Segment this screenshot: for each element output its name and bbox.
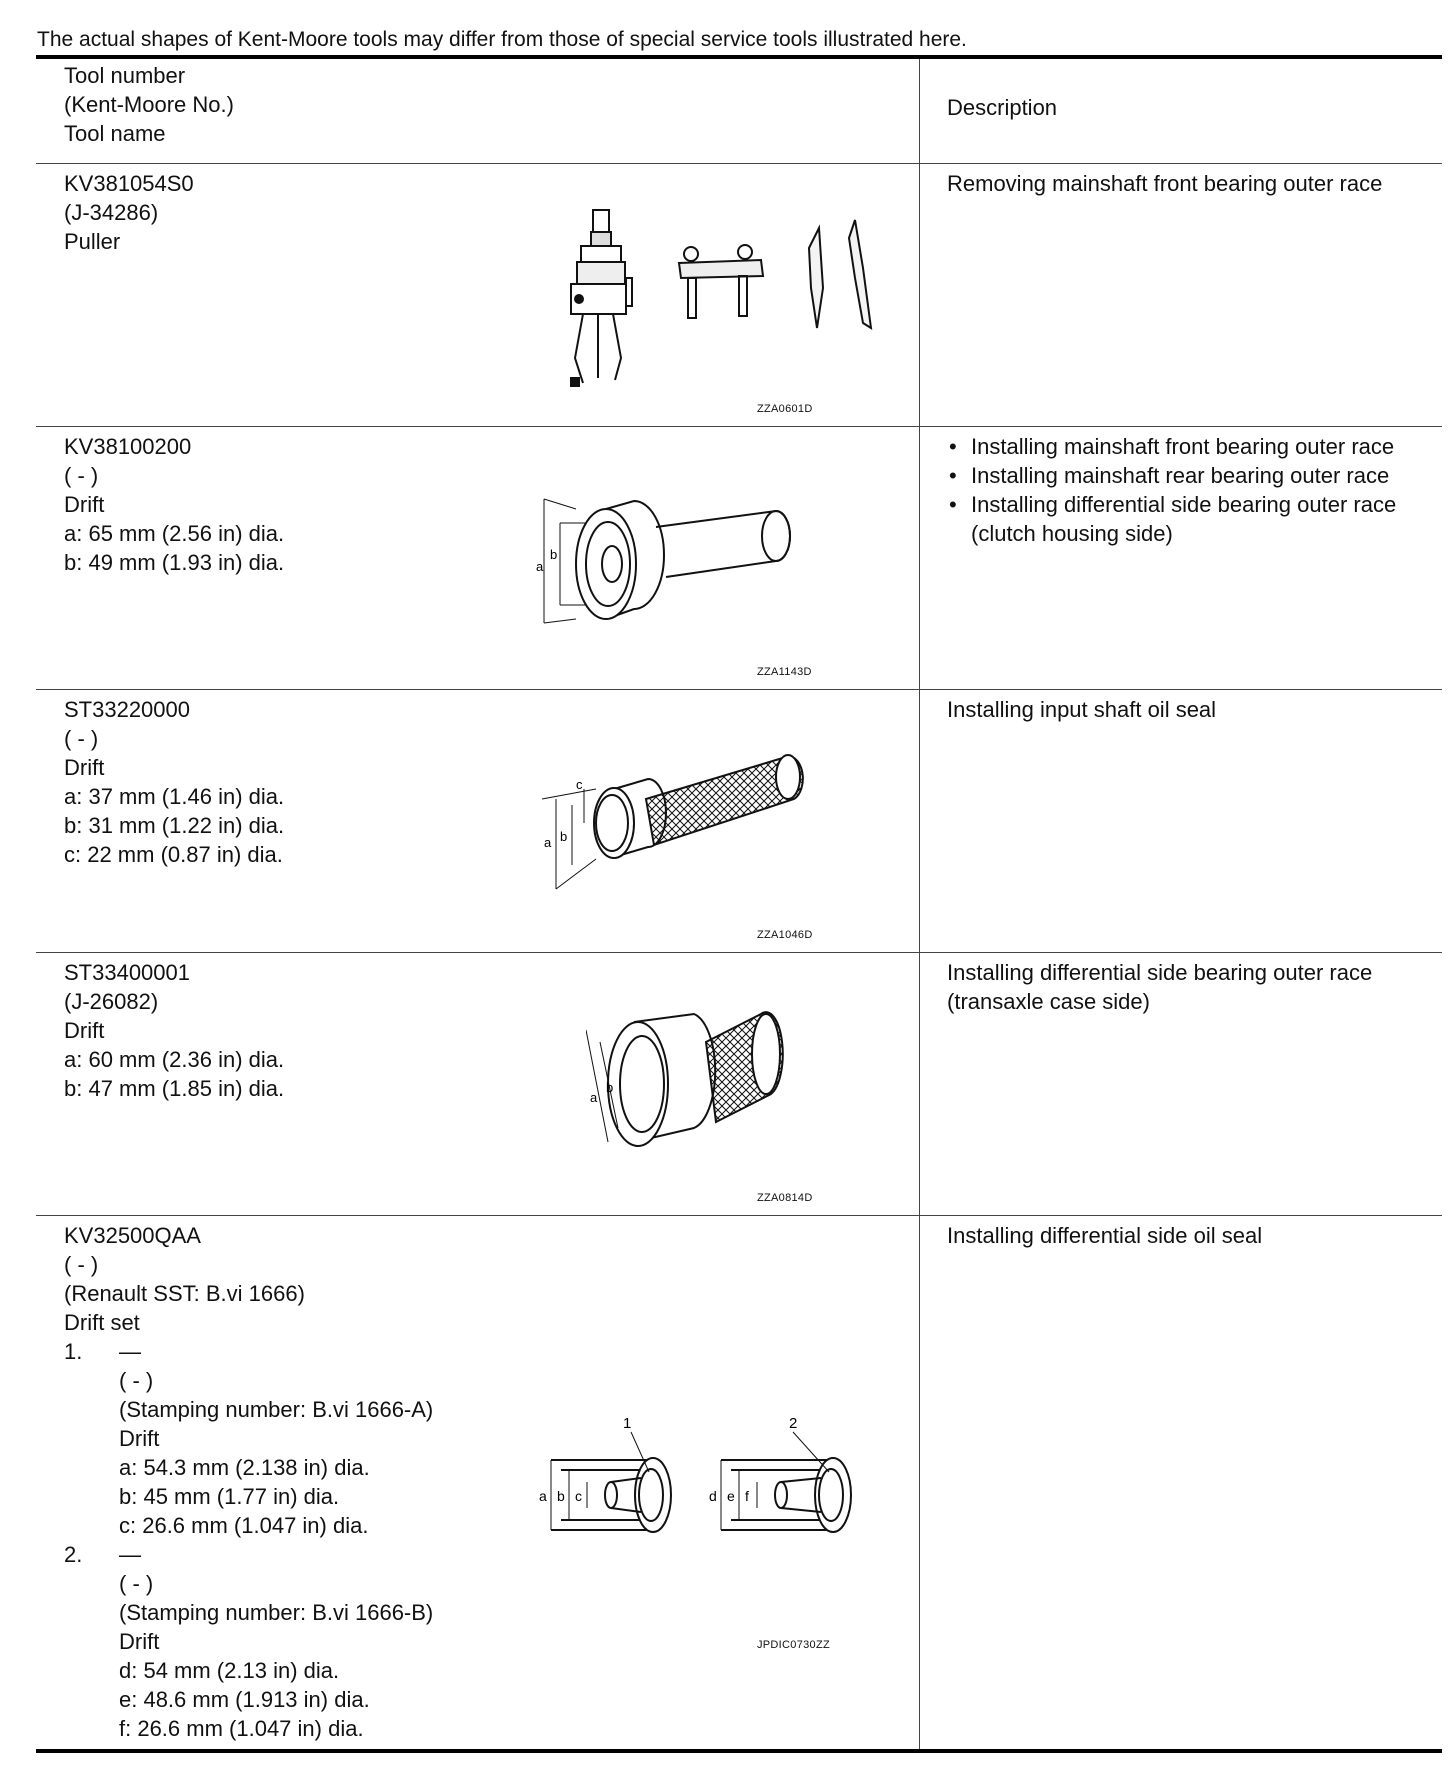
tool-number: KV38100200: [64, 434, 192, 459]
tool-info: [64, 695, 284, 869]
description-line: Removing mainshaft front bearing outer race: [947, 171, 1383, 196]
header-tool-name: Tool name: [64, 121, 166, 146]
item-dash: —: [119, 1542, 141, 1567]
item-line: f: 26.6 mm (1.047 in) dia.: [119, 1716, 364, 1741]
header-description: Description: [947, 95, 1058, 120]
description-bullets: [947, 432, 1396, 519]
tool-number: KV32500QAA: [64, 1223, 201, 1248]
figure-label-b: b: [560, 829, 568, 844]
drift-icon: [536, 481, 876, 641]
figure-label-c: c: [575, 1488, 582, 1504]
description: [947, 169, 1382, 198]
item-line: (Stamping number: B.vi 1666-A): [119, 1397, 434, 1422]
figure-code: ZZA0814D: [757, 1192, 813, 1204]
figure-label-a: a: [536, 559, 544, 574]
kent-moore-number: ( - ): [64, 463, 99, 488]
kent-moore-number: (J-34286): [64, 200, 159, 225]
row-separator: [36, 1215, 1442, 1216]
description-continuation: (clutch housing side): [971, 521, 1173, 546]
table-row: [36, 163, 1442, 426]
tool-number: ST33400001: [64, 960, 190, 985]
tool-info: [64, 169, 194, 256]
item-line: (Stamping number: B.vi 1666-B): [119, 1600, 434, 1625]
figure-label-2: 2: [789, 1415, 798, 1432]
dimension-b: b: 31 mm (1.22 in) dia.: [64, 813, 285, 838]
tool-number: ST33220000: [64, 697, 190, 722]
figure-label-a: a: [544, 835, 552, 850]
dimension-c: c: 22 mm (0.87 in) dia.: [64, 842, 283, 867]
figure-label-b: b: [550, 547, 558, 562]
item-line: ( - ): [119, 1368, 154, 1393]
tool-info: [64, 958, 284, 1103]
tool-number: KV381054S0: [64, 171, 194, 196]
figure-label-a: a: [539, 1488, 547, 1504]
tool-info: [64, 432, 284, 577]
description: [947, 1221, 1262, 1250]
description-line: (transaxle case side): [947, 989, 1150, 1014]
header-kent-moore-no: (Kent-Moore No.): [64, 92, 234, 117]
figure-label-1: 1: [623, 1415, 632, 1432]
set-item-2: [64, 1540, 433, 1569]
row-separator: [36, 952, 1442, 953]
tool-name: Drift: [64, 755, 105, 780]
intro-note: The actual shapes of Kent-Moore tools may differ from those of special service tools illustrated here.: [37, 28, 967, 51]
dimension-b: b: 47 mm (1.85 in) dia.: [64, 1076, 285, 1101]
drift-set-icon: [531, 1410, 911, 1540]
figure-label-a: a: [590, 1090, 598, 1105]
figure-label-c: c: [576, 777, 583, 792]
table-row: [36, 689, 1442, 952]
item-line: ( - ): [119, 1571, 154, 1596]
tool-name: Drift set: [64, 1310, 140, 1335]
knurled-drift-icon: [536, 749, 876, 909]
tool-name: Drift: [64, 492, 105, 517]
figure-label-e: e: [727, 1488, 735, 1504]
header-row: [36, 59, 1442, 163]
item-line: b: 45 mm (1.77 in) dia.: [119, 1484, 340, 1509]
tool-info: [64, 1221, 433, 1743]
table-row: [36, 1215, 1442, 1749]
table-bottom-rule: [36, 1749, 1442, 1753]
tool-name: Puller: [64, 229, 121, 254]
puller-icon: [551, 208, 891, 408]
figure-label-b: b: [606, 1080, 614, 1095]
kent-moore-number: ( - ): [64, 726, 99, 751]
description-line: Installing input shaft oil seal: [947, 697, 1217, 722]
renault-sst: (Renault SST: B.vi 1666): [64, 1281, 305, 1306]
item-number: 2.: [64, 1542, 83, 1567]
header-tool-column: [64, 61, 234, 148]
kent-moore-number: ( - ): [64, 1252, 99, 1277]
figure-code: ZZA0601D: [757, 403, 813, 415]
figure-label-b: b: [557, 1488, 565, 1504]
table-row: [36, 426, 1442, 689]
set-item-1: [64, 1337, 433, 1366]
dimension-a: a: 60 mm (2.36 in) dia.: [64, 1047, 285, 1072]
description-bullet: • Installing differential side bearing outer race: [947, 490, 1396, 519]
row-separator: [36, 163, 1442, 164]
figure-label-d: d: [709, 1488, 717, 1504]
row-separator: [36, 426, 1442, 427]
description: [947, 958, 1372, 1016]
dimension-b: b: 49 mm (1.93 in) dia.: [64, 550, 285, 575]
header-tool-number: Tool number: [64, 63, 186, 88]
item-line: c: 26.6 mm (1.047 in) dia.: [119, 1513, 369, 1538]
figure-code: JPDIC0730ZZ: [757, 1639, 830, 1651]
dimension-a: a: 65 mm (2.56 in) dia.: [64, 521, 285, 546]
item-dash: —: [119, 1339, 141, 1364]
item-number: 1.: [64, 1339, 83, 1364]
figure-code: ZZA1046D: [757, 929, 813, 941]
description-line: Installing differential side bearing outer race: [947, 960, 1373, 985]
kent-moore-number: (J-26082): [64, 989, 159, 1014]
item-line: e: 48.6 mm (1.913 in) dia.: [119, 1687, 370, 1712]
dimension-a: a: 37 mm (1.46 in) dia.: [64, 784, 285, 809]
description: [947, 432, 1396, 548]
item-line: Drift: [119, 1426, 160, 1451]
item-line: a: 54.3 mm (2.138 in) dia.: [119, 1455, 370, 1480]
description-line: Installing differential side oil seal: [947, 1223, 1263, 1248]
description-bullet: • Installing mainshaft front bearing outer race: [947, 432, 1396, 461]
item-line: Drift: [119, 1629, 160, 1654]
figure-code: ZZA1143D: [757, 666, 812, 678]
description-bullet: • Installing mainshaft rear bearing outer race: [947, 461, 1396, 490]
figure-label-f: f: [745, 1488, 749, 1504]
tool-name: Drift: [64, 1018, 105, 1043]
knurled-drift-icon: [586, 1002, 866, 1182]
row-separator: [36, 689, 1442, 690]
item-line: d: 54 mm (2.13 in) dia.: [119, 1658, 340, 1683]
table-row: [36, 952, 1442, 1215]
description: [947, 695, 1216, 724]
